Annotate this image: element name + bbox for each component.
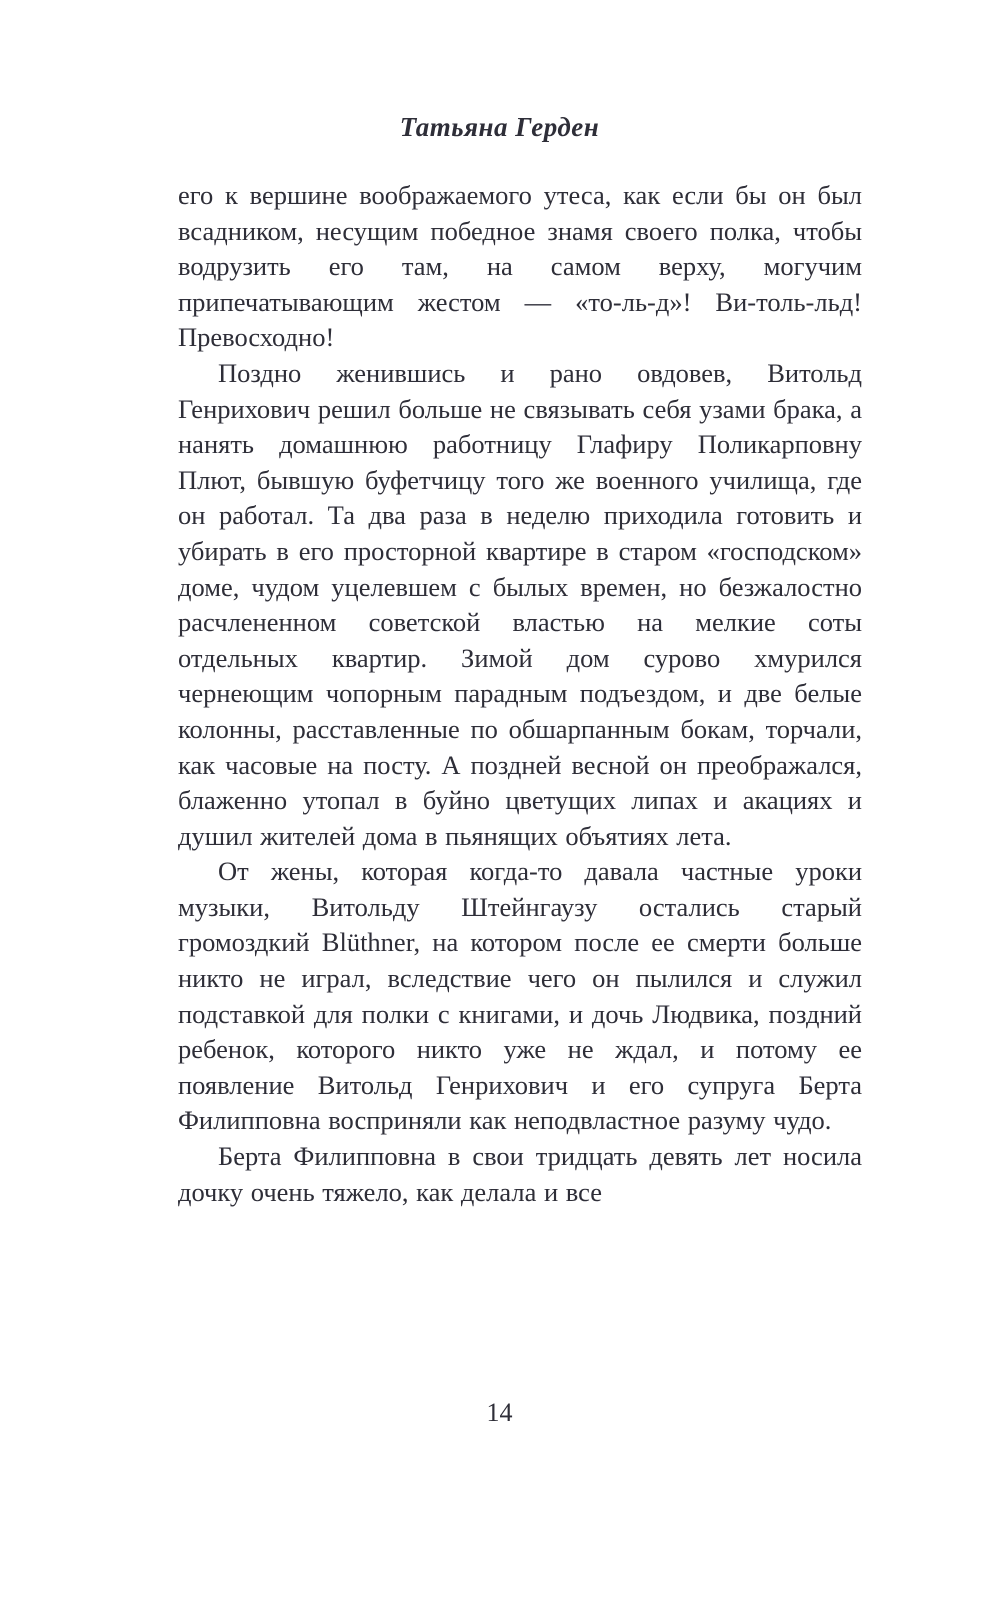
paragraph: От жены, которая когда-то давала частные уроки музыки, Витольду Штейнгаузу остались старый громоздкий Blüthner, на котором после ее смерти больше никто не играл, вследствие чего он пылился и служил подставкой для полки с книгами, и дочь Людвика, поздний ребенок, которого никто уже не ждал, и потому ее появление Витольд Генрихович и его супруга Берта Филипповна восприняли как неподвластное разуму чудо. xyxy=(178,856,862,1136)
paragraph: его к вершине воображаемого утеса, как если бы он был всадником, несущим победное знамя своего полка, чтобы водрузить его там, на самом верху, могучим припечатывающим жестом — «то-ль-д»! Ви-толь-льд! Превосходно! xyxy=(178,180,862,353)
page-number: 14 xyxy=(486,1398,513,1427)
running-head-author: Татьяна Герден xyxy=(399,112,600,142)
paragraph: Берта Филипповна в свои тридцать девять лет носила дочку очень тяжело, как делала и все xyxy=(178,1141,862,1207)
body-text xyxy=(178,178,862,1210)
paragraph: Поздно женившись и рано овдовев, Витольд Генрихович решил больше не связывать себя узами брака, а нанять домашнюю работницу Глафиру Поликарповну Плют, бывшую буфетчицу того же военного училища, где он работал. Та два раза в неделю приходила готовить и убирать в его просторной квартире в старом «господском» доме, чудом уцелевшем с былых времен, но безжалостно расчлененном советской властью на мелкие соты отдельных квартир. Зимой дом сурово хмурился чернеющим чопорным парадным подъездом, и две белые колонны, расставленные по обшарпанным бокам, торчали, как часовые на посту. А поздней весной он преображался, блаженно утопал в буйно цветущих липах и акациях и душил жителей дома в пьянящих объятиях лета. xyxy=(178,357,862,851)
